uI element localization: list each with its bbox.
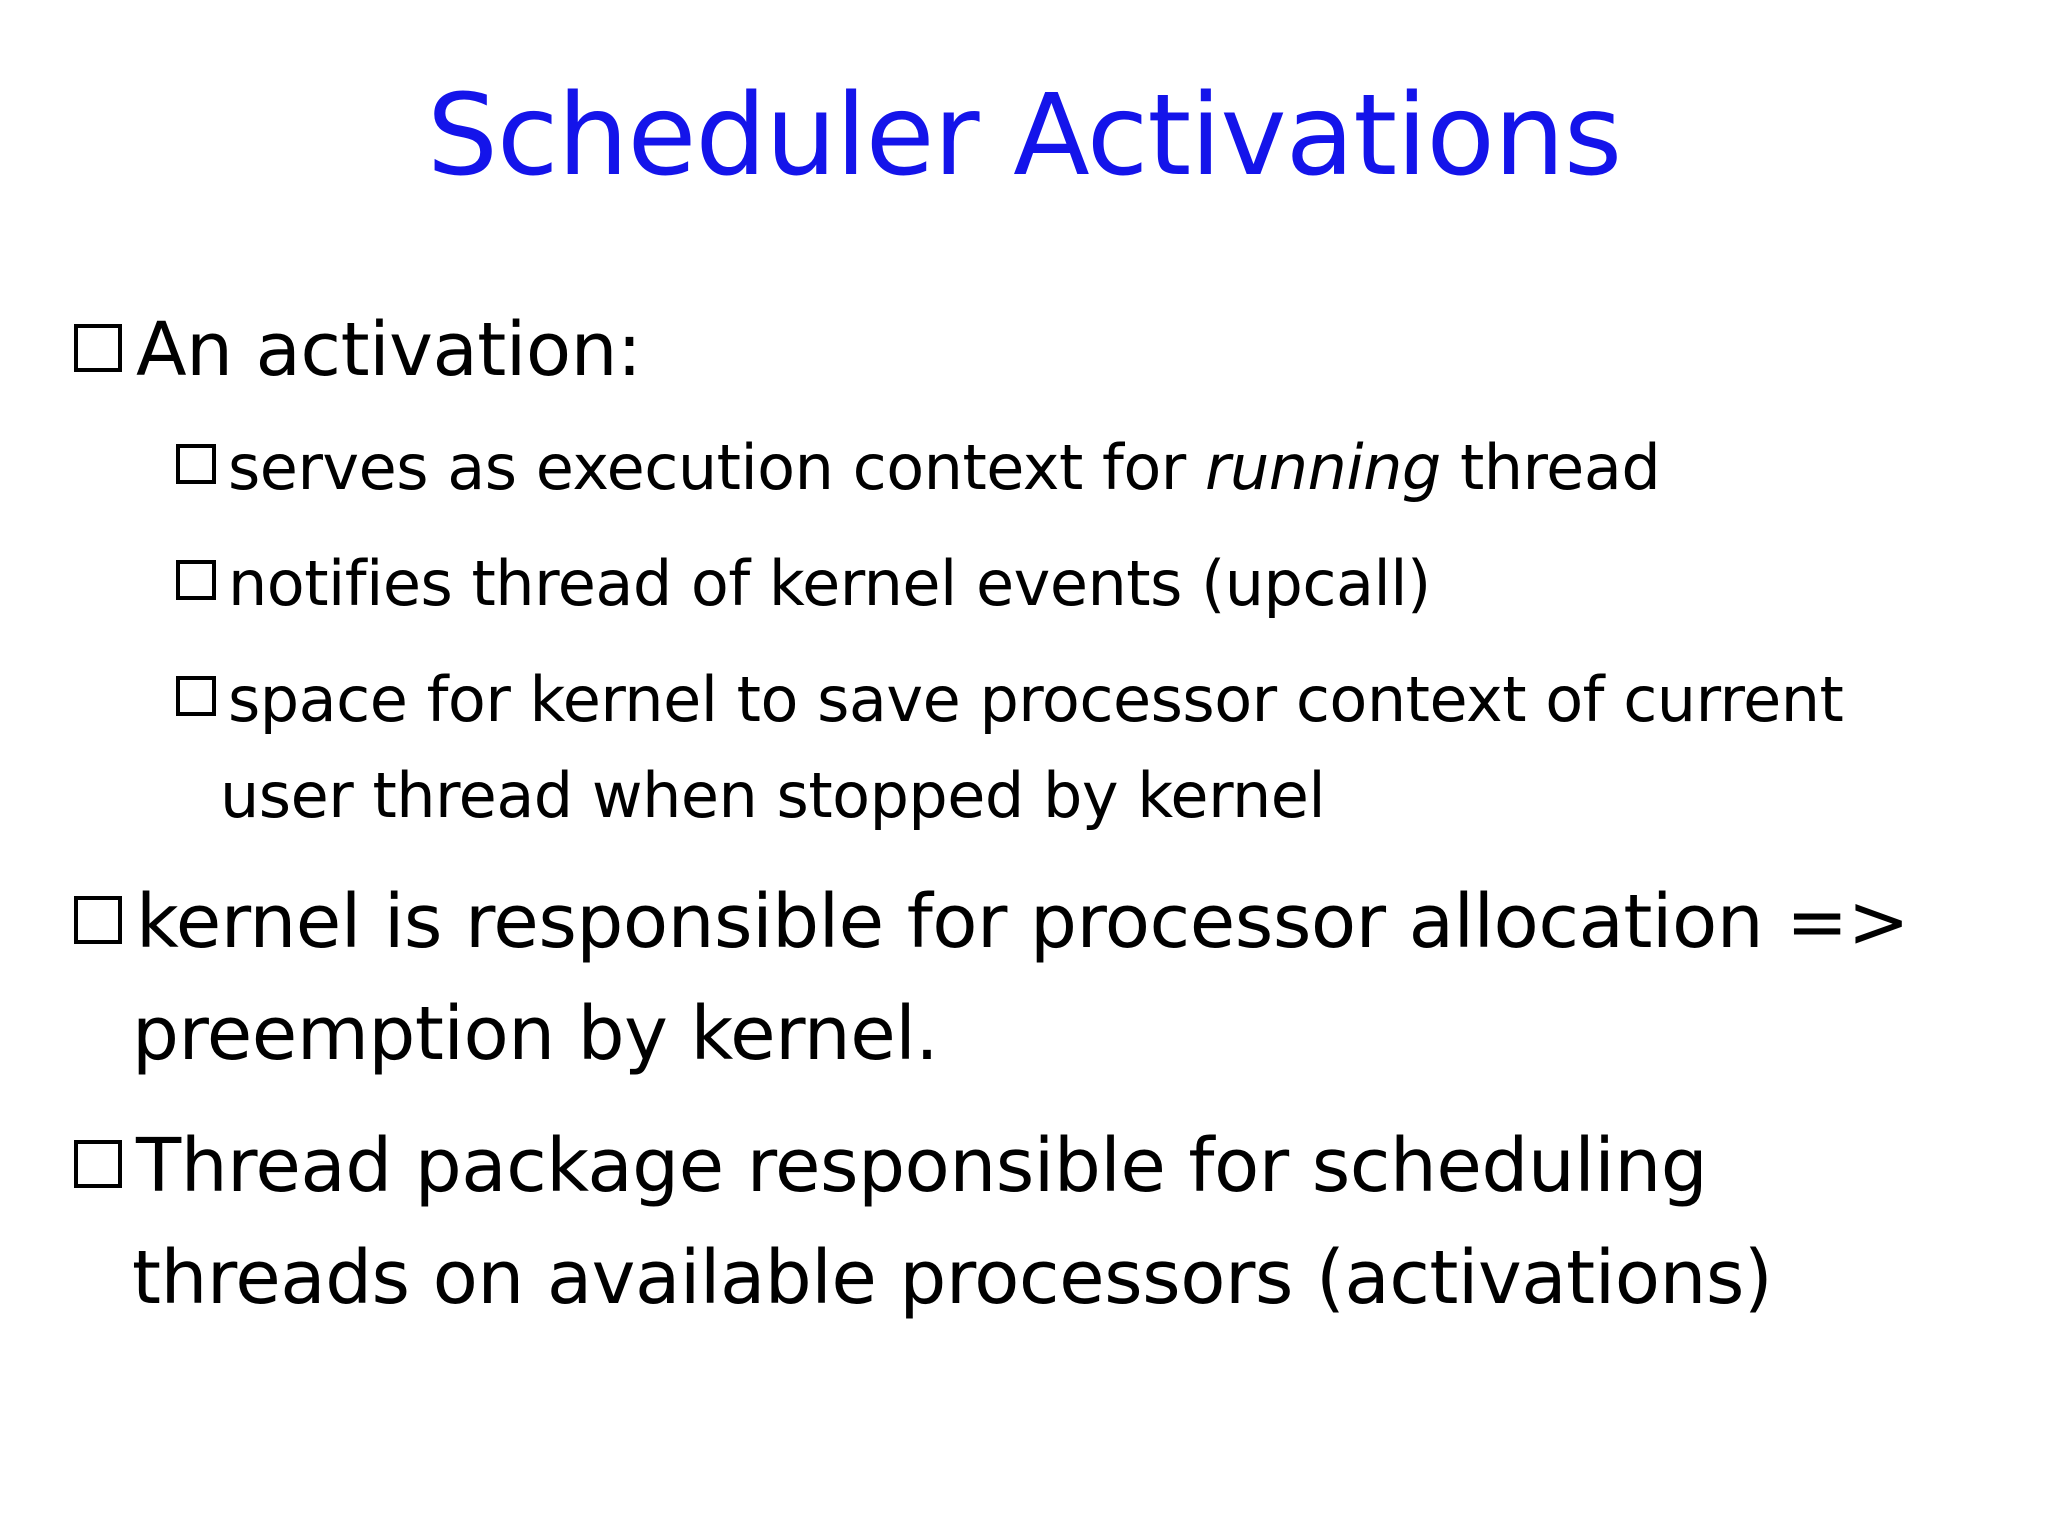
slide-title: Scheduler Activations xyxy=(426,71,1622,201)
checkbox-bullet-icon xyxy=(176,444,216,484)
bullet-line: Thread package responsible for scheduling xyxy=(136,1123,1708,1209)
checkbox-bullet-icon xyxy=(176,560,216,600)
bullet-line: threads on available processors (activations) xyxy=(132,1235,1773,1321)
bullet-item-thread-package xyxy=(74,1110,1772,1334)
sub-bullet-item-notifies xyxy=(176,536,1431,632)
sub-bullet-item-execution-context xyxy=(176,420,1660,516)
sub-bullet-line: user thread when stopped by kernel xyxy=(220,759,1326,832)
sub-bullet-text-part: serves as execution context for xyxy=(228,431,1205,504)
bullet-item-activation xyxy=(74,294,641,406)
bullet-line: kernel is responsible for processor allocation => xyxy=(136,879,1910,965)
sub-bullet-line: space for kernel to save processor context of current xyxy=(228,663,1844,736)
sub-bullet-text xyxy=(220,652,1844,844)
bullet-item-kernel xyxy=(74,866,1909,1090)
checkbox-bullet-icon xyxy=(74,1140,122,1188)
sub-bullet-text: notifies thread of kernel events (upcall) xyxy=(228,547,1431,620)
checkbox-bullet-icon xyxy=(74,896,122,944)
bullet-text xyxy=(132,1110,1773,1334)
bullet-text: An activation: xyxy=(136,307,642,393)
bullet-text xyxy=(132,866,1910,1090)
checkbox-bullet-icon xyxy=(74,324,122,372)
sub-bullet-item-space xyxy=(176,652,1843,844)
sub-bullet-text-italic: running xyxy=(1204,431,1441,504)
checkbox-bullet-icon xyxy=(176,676,216,716)
sub-bullet-text xyxy=(228,420,1660,516)
sub-bullet-text-part: thread xyxy=(1440,431,1661,504)
bullet-line: preemption by kernel. xyxy=(132,991,939,1077)
